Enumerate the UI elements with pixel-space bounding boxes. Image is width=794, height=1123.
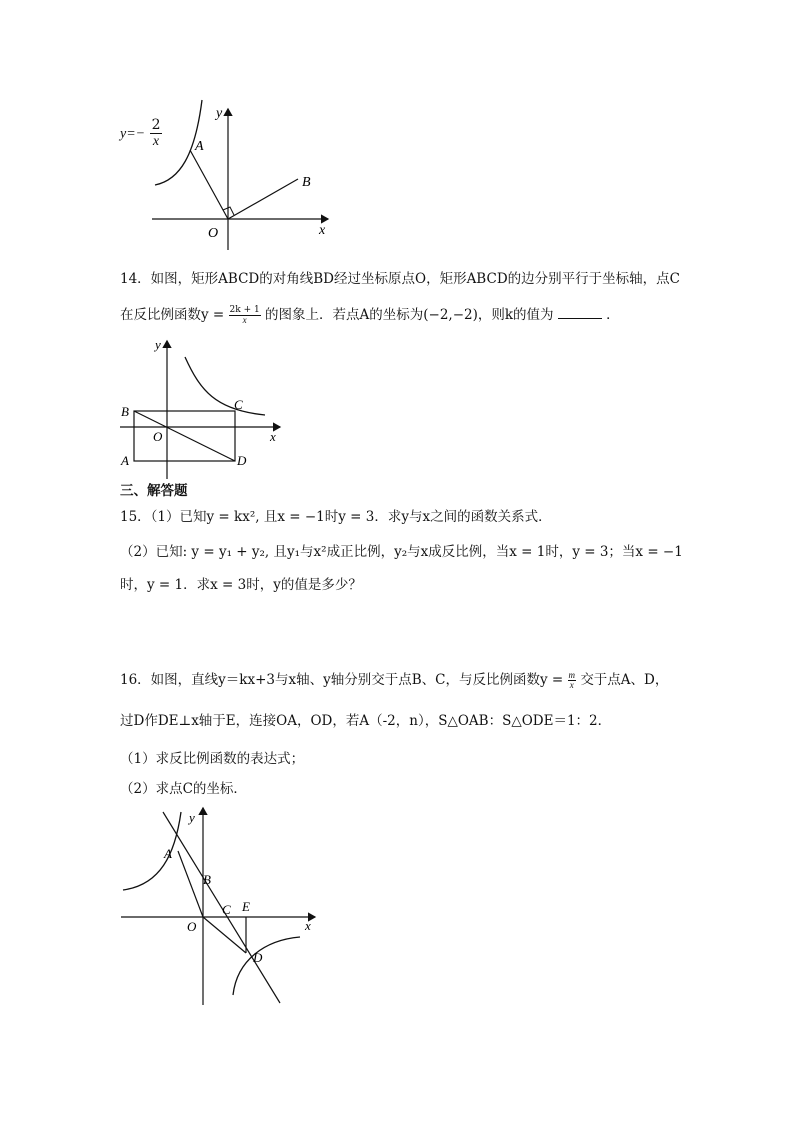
fig13-label-B: B — [302, 175, 311, 190]
figure-16 — [115, 800, 325, 1015]
q14-line2-post: 的图象上．若点A的坐标为(−2,−2)，则k的值为 — [265, 307, 554, 323]
figure-14 — [115, 335, 290, 480]
fig14-label-y: y — [155, 337, 161, 352]
q16-fraction-denominator: x — [569, 680, 574, 690]
fig16-label-x: x — [305, 918, 311, 933]
q16-sub1: （1）求反比例函数的表达式； — [120, 751, 305, 767]
fig14-diagonal-BD — [134, 411, 235, 461]
section-heading: 三、解答题 — [120, 483, 188, 499]
fig16-label-O: O — [187, 919, 197, 934]
fig16-label-y: y — [189, 810, 195, 825]
fig14-label-x: x — [270, 429, 276, 444]
fig14-label-C: C — [234, 397, 243, 412]
fig16-segment-OD — [203, 917, 246, 953]
q14-line1: 14．如图，矩形ABCD的对角线BD经过坐标原点O，矩形ABCD的边分别平行于坐标轴，点C — [120, 271, 680, 287]
q14-fraction — [229, 306, 261, 325]
q16-line2: 过D作DE⊥x轴于E，连接OA，OD，若A（-2，n），S△OAB：S△ODE＝1：2． — [120, 713, 612, 729]
fig16-label-D: D — [253, 950, 263, 965]
fig14-label-A: A — [121, 453, 129, 468]
q15-part2-line1: （2）已知: y = y₁ + y₂, 且y₁与x²成正比例，y₂与x成反比例，当x = 1时，y = 3；当x = −1 — [120, 544, 683, 560]
q16-fraction-numerator: m — [568, 670, 576, 680]
fig16-label-C: C — [222, 902, 231, 917]
q16-line1-pre: 16．如图，直线y＝kx+3与x轴、y轴分别交于点B、C，与反比例函数y = — [120, 672, 564, 688]
fig14-label-D: D — [237, 453, 247, 468]
q13-eq-numerator: 2 — [151, 117, 161, 133]
fig14-label-B: B — [121, 404, 129, 419]
fig13-label-y: y — [216, 106, 223, 121]
q16-line1-post: 交于点A、D， — [580, 672, 669, 688]
fig16-curve-upper-left — [123, 812, 181, 890]
fig16-label-A: A — [164, 846, 172, 861]
q14-answer-blank[interactable] — [558, 305, 602, 319]
fig14-curve — [185, 357, 265, 415]
fig14-label-O: O — [153, 429, 163, 444]
q16-sub2: （2）求点C的坐标． — [120, 781, 247, 797]
fig13-label-O: O — [208, 226, 219, 241]
q13-eq-denominator: x — [152, 134, 160, 149]
fig13-label-x: x — [319, 223, 326, 238]
fig16-curve-lower-right — [233, 937, 300, 995]
q15-part1: 15．（1）已知y = kx², 且x = −1时y = 3．求y与x之间的函数关系式． — [120, 509, 552, 525]
fig13-segment-OA — [190, 150, 228, 219]
q14-line2 — [120, 305, 620, 325]
q14-line2-pre: 在反比例函数y = — [120, 307, 225, 323]
fig16-label-E: E — [242, 899, 250, 914]
q13-eq-lhs: y=− — [120, 126, 146, 142]
q16-fraction — [568, 671, 577, 690]
q15-part2-line2: 时，y = 1．求x = 3时，y的值是多少？ — [120, 577, 362, 593]
q14-fraction-denominator: x — [242, 315, 247, 325]
figure-13 — [140, 95, 340, 255]
fig13-segment-OB — [228, 179, 298, 219]
fig13-label-A: A — [195, 139, 204, 154]
q16-line1 — [120, 671, 668, 690]
fig16-label-B: B — [203, 872, 211, 887]
q14-line2-end: ． — [606, 307, 620, 323]
q14-fraction-numerator: 2k + 1 — [229, 305, 260, 315]
fig16-segment-OA — [178, 851, 203, 917]
